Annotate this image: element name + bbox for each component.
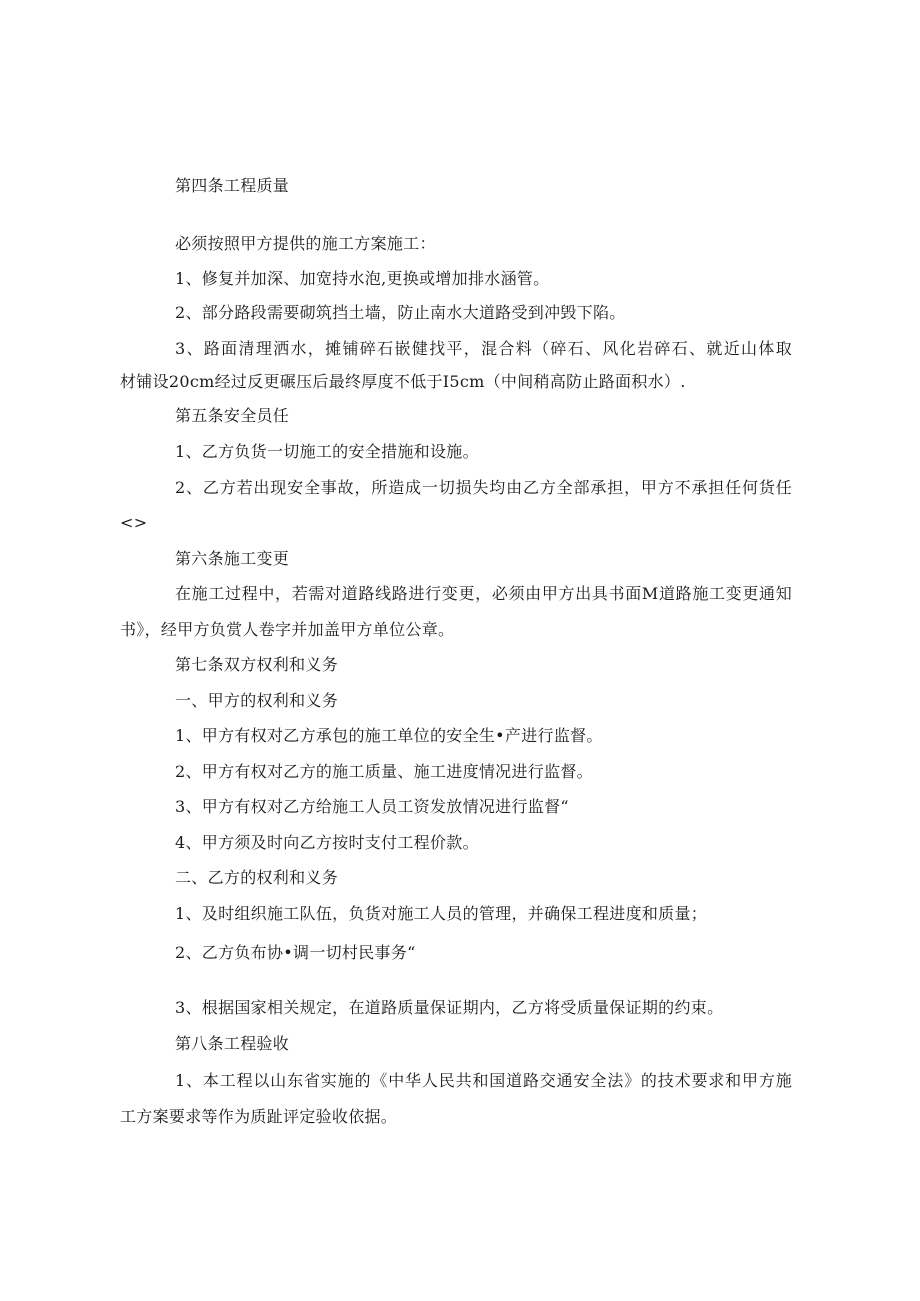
section-6-body-line-2: 书》，经甲方负赏人卷字并加盖甲方单位公章。	[120, 620, 455, 639]
party-b-item-1: 1、及时组织施工队伍，负货对施工人员的管理，并确保工程进度和质量；	[175, 904, 708, 923]
section-4-title: 第四条工程质量	[175, 176, 290, 195]
section-5-item-2-line-2: <>	[120, 513, 148, 532]
section-4-item-3-line-1: 3、路面清理洒水，摊铺碎石嵌健找平，混合料（碎石、风化岩碎石、就近山体取	[175, 339, 792, 358]
section-4-item-2: 2、部分路段需要砌筑挡土墙，防止南水大道路受到冲毁下陷。	[175, 303, 626, 322]
party-a-heading: 一、甲方的权利和义务	[175, 691, 339, 710]
section-8-item-1-line-1: 1、本工程以山东省实施的《中华人民共和国道路交通安全法》的技术要求和甲方施	[175, 1071, 792, 1090]
party-a-item-1: 1、甲方有权对乙方承包的施工单位的安全生•产进行监督。	[175, 726, 603, 745]
section-6-title: 第六条施工变更	[175, 549, 290, 568]
party-a-item-3: 3、甲方有权对乙方给施工人员工资发放情况进行监督“	[175, 797, 569, 816]
party-b-heading: 二、乙方的权利和义务	[175, 868, 339, 887]
section-5-item-2-line-1: 2、乙方若出现安全事故，所造成一切损失均由乙方全部承担，甲方不承担任何货任	[175, 478, 792, 497]
party-a-item-4: 4、甲方须及时向乙方按时支付工程价款。	[175, 833, 479, 852]
section-4-item-3-line-2: 材铺设20cm经过反更碾压后最终厚度不低于I5cm（中间稍高防止路面积水）.	[120, 372, 686, 391]
section-7-title: 第七条双方权利和义务	[175, 655, 339, 674]
section-4-intro: 必须按照甲方提供的施工方案施工：	[175, 234, 436, 253]
section-8-item-1-line-2: 工方案要求等作为质趾评定验收依据。	[120, 1107, 398, 1126]
party-a-item-2: 2、甲方有权对乙方的施工质量、施工进度情况进行监督。	[175, 762, 593, 781]
section-8-title: 第八条工程验收	[175, 1034, 290, 1053]
party-b-item-2: 2、乙方负布协•调一切村民事务“	[175, 943, 416, 962]
party-b-item-3: 3、根据国家相关规定，在道路质量保证期内，乙方将受质量保证期的约束。	[175, 998, 724, 1017]
section-6-body-line-1: 在施工过程中，若需对道路线路进行变更，必须由甲方出具书面M道路施工变更通知	[175, 584, 792, 603]
section-5-item-1: 1、乙方负货一切施工的安全措施和设施。	[175, 442, 479, 461]
section-5-title: 第五条安全员任	[175, 406, 290, 425]
section-4-item-1: 1、修复并加深、加宽持水泡,更换或增加排水涵管。	[175, 269, 550, 288]
